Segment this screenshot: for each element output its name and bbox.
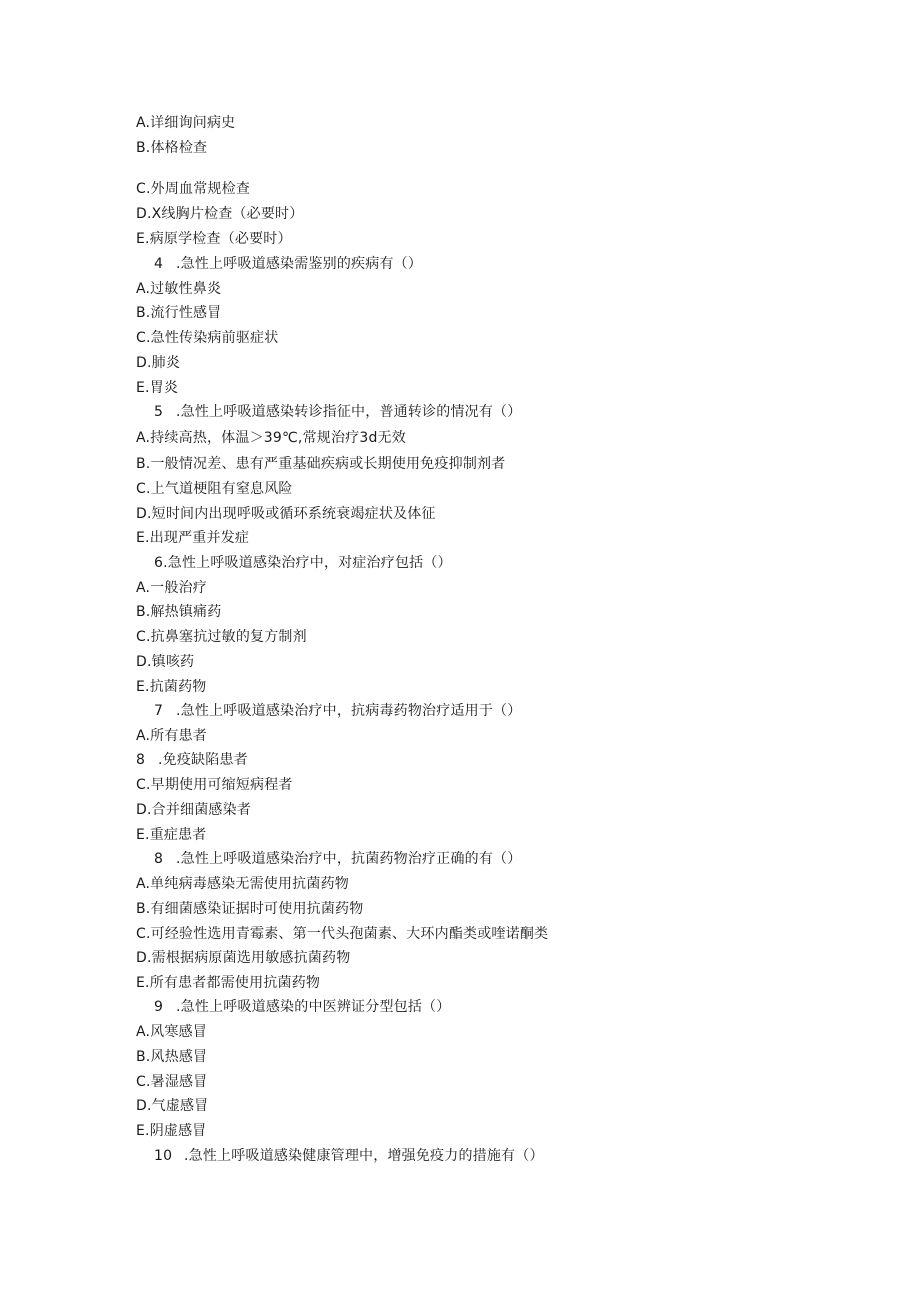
question-number: 10	[154, 1148, 173, 1164]
question-line	[154, 401, 521, 423]
option-line: A.一般治疗	[136, 580, 207, 596]
numbered-option-line	[136, 749, 248, 771]
option-line: D.需根据病原菌选用敏感抗菌药物	[136, 950, 351, 966]
option-line: B.有细菌感染证据时可使用抗菌药物	[136, 901, 364, 917]
option-line: C.上气道梗阻有窒息风险	[136, 481, 293, 497]
option-line: C.暑湿感冒	[136, 1074, 208, 1090]
option-line: D.气虚感冒	[136, 1098, 209, 1114]
option-line: B.解热镇痛药	[136, 604, 222, 620]
option-line: E.出现严重并发症	[136, 530, 250, 546]
option-line: B.一般情况差、患有严重基础疾病或长期使用免疫抑制剂者	[136, 456, 506, 472]
option-line: D.短时间内出现呼吸或循环系统衰竭症状及体征	[136, 506, 436, 522]
question-line	[154, 848, 521, 870]
option-line: D.肺炎	[136, 355, 181, 371]
question-line: 6.急性上呼吸道感染治疗中，对症治疗包括（）	[154, 555, 452, 571]
question-line	[154, 253, 422, 275]
question-number: 5	[154, 404, 164, 420]
question-text: .急性上呼吸道感染治疗中，抗病毒药物治疗适用于（）	[176, 703, 522, 719]
option-line: C.可经验性选用青霉素、第一代头孢菌素、大环内酯类或喹诺酮类	[136, 926, 549, 942]
option-text: .免疫缺陷患者	[158, 752, 248, 768]
option-line: C.外周血常规检查	[136, 181, 251, 197]
question-line	[154, 700, 521, 722]
option-number: 8	[136, 752, 146, 768]
question-text: .急性上呼吸道感染的中医辨证分型包括（）	[176, 999, 451, 1015]
option-line: C.早期使用可缩短病程者	[136, 777, 293, 793]
question-number: 4	[154, 256, 164, 272]
question-line	[154, 1145, 544, 1167]
question-number: 7	[154, 703, 164, 719]
option-line: D.X线胸片检查（必要时）	[136, 206, 304, 222]
option-line: B.风热感冒	[136, 1049, 208, 1065]
option-line: E.所有患者都需使用抗菌药物	[136, 975, 321, 991]
option-line: A.风寒感冒	[136, 1024, 207, 1040]
question-number: 8	[154, 851, 164, 867]
option-line: C.抗鼻塞抗过敏的复方制剂	[136, 629, 307, 645]
option-line: E.胃炎	[136, 380, 179, 396]
option-line: E.重症患者	[136, 827, 207, 843]
option-line: B.体格检查	[136, 140, 208, 156]
question-line	[154, 996, 450, 1018]
option-line: C.急性传染病前驱症状	[136, 330, 279, 346]
option-line: A.详细询问病史	[136, 115, 236, 131]
question-text: .急性上呼吸道感染需鉴别的疾病有（）	[176, 256, 423, 272]
option-line: A.持续高热，体温＞39℃,常规治疗3d无效	[136, 430, 406, 446]
option-line: E.病原学检查（必要时）	[136, 231, 292, 247]
question-text: .急性上呼吸道感染治疗中，抗菌药物治疗正确的有（）	[176, 851, 522, 867]
option-line: A.过敏性鼻炎	[136, 281, 222, 297]
option-line: E.阴虚感冒	[136, 1123, 207, 1139]
question-text: .急性上呼吸道感染转诊指征中，普通转诊的情况有（）	[176, 404, 522, 420]
option-line: D.合并细菌感染者	[136, 802, 252, 818]
option-line: E.抗菌药物	[136, 679, 207, 695]
question-text: .急性上呼吸道感染健康管理中，增强免疫力的措施有（）	[184, 1148, 544, 1164]
option-line: A.单纯病毒感染无需使用抗菌药物	[136, 876, 349, 892]
option-line: D.镇咳药	[136, 654, 195, 670]
option-line: B.流行性感冒	[136, 305, 222, 321]
option-line: A.所有患者	[136, 728, 207, 744]
question-number: 9	[154, 999, 164, 1015]
